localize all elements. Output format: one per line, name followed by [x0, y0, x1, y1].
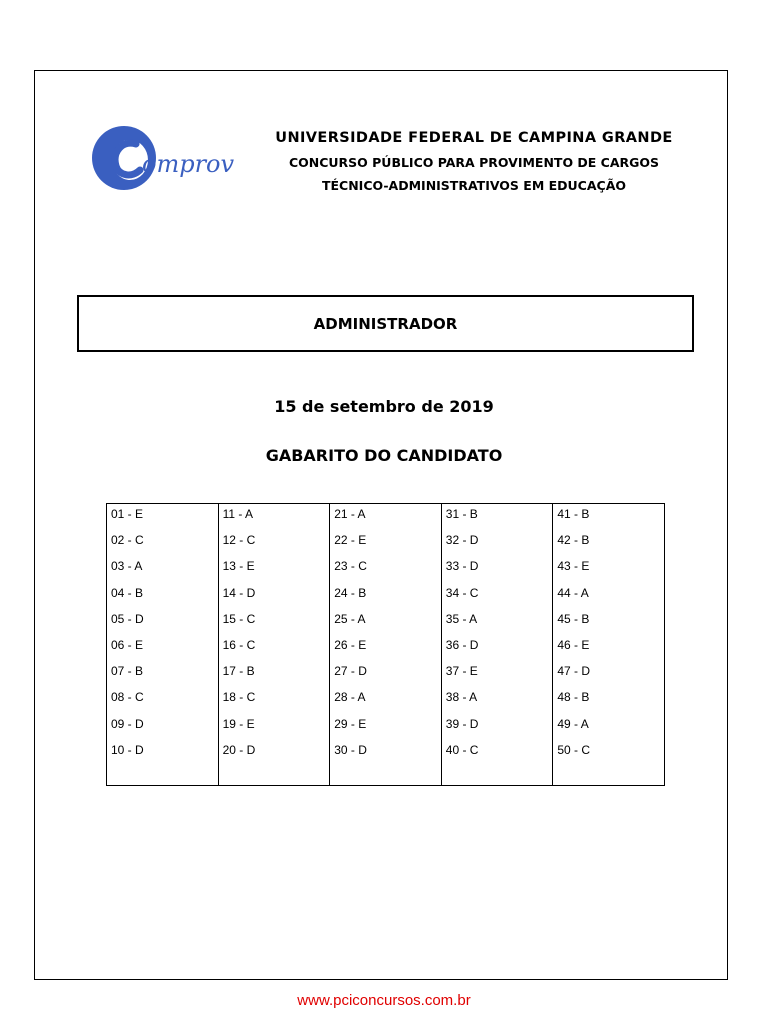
footer-website-link[interactable]: www.pciconcursos.com.br [297, 992, 471, 1009]
answer-item: 10 - D [111, 742, 144, 757]
answer-column [442, 504, 554, 785]
answer-item: 28 - A [334, 690, 366, 705]
answer-item: 45 - B [557, 611, 590, 626]
answer-item: 17 - B [222, 664, 255, 679]
answer-item: 23 - C [334, 559, 367, 574]
answer-column [107, 504, 219, 785]
answer-item: 40 - C [445, 742, 479, 757]
answer-item: 11 - A [222, 507, 254, 521]
answer-item: 46 - E [557, 637, 590, 652]
comprov-logo [86, 122, 238, 194]
answer-item: 03 - A [111, 559, 143, 574]
university-name: UNIVERSIDADE FEDERAL DE CAMPINA GRANDE [275, 130, 673, 146]
answer-item: 48 - B [557, 690, 590, 705]
answer-item: 26 - E [334, 637, 367, 652]
answer-item: 22 - E [334, 533, 367, 548]
answer-item: 25 - A [334, 611, 366, 626]
answer-column [330, 504, 442, 785]
answer-item: 27 - D [334, 664, 367, 679]
answer-item: 20 - D [222, 742, 256, 757]
answer-item: 19 - E [222, 716, 255, 731]
answer-item: 15 - C [222, 611, 256, 626]
job-title-box [77, 295, 694, 352]
answer-item: 09 - D [111, 716, 144, 731]
answer-item: 02 - C [111, 533, 144, 548]
answer-item: 42 - B [557, 533, 590, 548]
answer-item: 33 - D [445, 559, 479, 574]
answer-item: 08 - C [111, 690, 144, 705]
institution-header [254, 128, 694, 196]
answer-item: 21 - A [334, 507, 366, 521]
answer-item: 36 - D [445, 637, 479, 652]
answer-item: 07 - B [111, 664, 144, 679]
answer-item: 30 - D [334, 742, 367, 757]
exam-date: 15 de setembro de 2019 [274, 397, 494, 416]
contest-subtitle: TÉCNICO-ADMINISTRATIVOS EM EDUCAÇÃO [321, 178, 626, 193]
answer-item: 34 - C [445, 585, 479, 600]
answer-item: 49 - A [557, 716, 589, 731]
answer-column [553, 504, 664, 785]
answer-item: 50 - C [557, 742, 591, 757]
comprov-logo-graphic [86, 122, 238, 194]
answer-item: 13 - E [222, 559, 255, 574]
answer-item: 18 - C [222, 690, 256, 705]
contest-title: CONCURSO PÚBLICO PARA PROVIMENTO DE CARGOS [288, 155, 660, 170]
answer-item: 47 - D [557, 664, 591, 679]
answer-item: 31 - B [445, 507, 478, 521]
answer-item: 06 - E [111, 637, 144, 652]
answer-item: 32 - D [445, 533, 479, 548]
answer-item: 29 - E [334, 716, 367, 731]
answer-item: 12 - C [222, 533, 256, 548]
answer-item: 38 - A [445, 690, 478, 705]
job-title: ADMINISTRADOR [313, 314, 458, 333]
svg-text:omprov: omprov [142, 150, 235, 178]
answer-item: 43 - E [557, 559, 590, 574]
answer-item: 37 - E [445, 664, 478, 679]
answer-column [219, 504, 331, 785]
answer-key-title: GABARITO DO CANDIDATO [265, 446, 503, 465]
answer-item: 35 - A [445, 611, 478, 626]
answer-item: 05 - D [111, 611, 144, 626]
answer-item: 16 - C [222, 637, 256, 652]
answer-item: 39 - D [445, 716, 479, 731]
answer-item: 41 - B [557, 507, 590, 521]
answer-item: 04 - B [111, 585, 144, 600]
answer-key-table [106, 503, 665, 786]
answer-item: 01 - E [111, 507, 144, 521]
answer-item: 44 - A [557, 585, 589, 600]
answer-item: 14 - D [222, 585, 256, 600]
answer-item: 24 - B [334, 585, 367, 600]
